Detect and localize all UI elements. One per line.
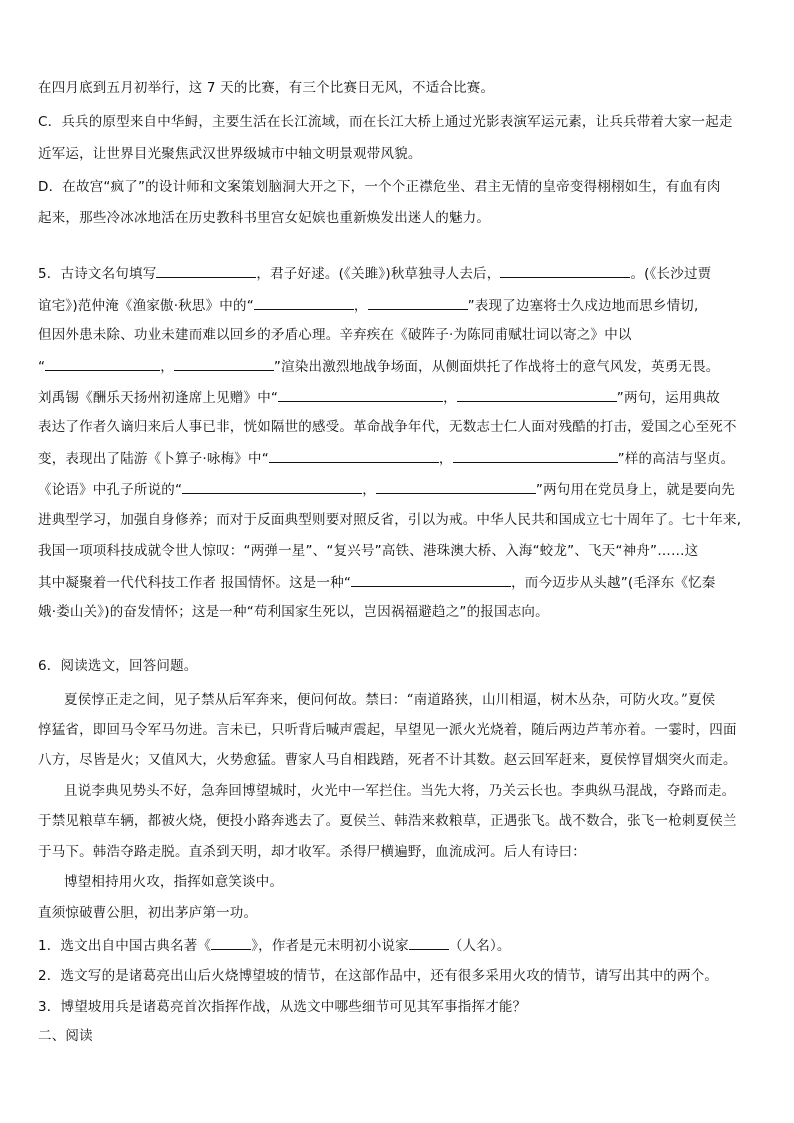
option-c-line-2: 近军运，让世界目光聚焦武汉世界级城市中轴文明景观带风貌。 — [38, 146, 422, 162]
blank[interactable] — [409, 935, 449, 950]
option-d-line-1: D．在故宫“疯了”的设计师和文案策划脑洞大开之下，一个个正襟危坐、君主无情的皇帝变得栩栩如生，有血有肉 — [38, 179, 721, 195]
q6-title: 6．阅读选文，回答问题。 — [38, 658, 198, 674]
q5-line-11: 其中凝聚着一代代科技工作者 报国情怀。这是一种“ ，而今迈步从头越”(毛泽东《忆秦 — [38, 572, 758, 593]
blank[interactable] — [45, 356, 160, 371]
blank[interactable] — [254, 295, 354, 310]
q6-subquestion-2: 2．选文写的是诸葛亮出山后火烧博望坡的情节，在这部作品中，还有很多采用火攻的情节，请写出其中的两个。 — [38, 968, 719, 984]
q5-line-5: 刘禹锡《酬乐天扬州初逢席上见赠》中“ ， ”两句，运用典故 — [38, 387, 758, 408]
q5-line-2: 谊宅》)范仲淹《渔家傲·秋思》中的“ ， ”表现了边塞将士久戍边地而思乡情切, — [38, 295, 758, 316]
option-d-line-2: 起来，那些冷冰冰地活在历史教科书里宫女妃嫔也重新焕发出迷人的魅力。 — [38, 210, 491, 226]
blank[interactable] — [174, 356, 274, 371]
option-c-line-1: C．兵兵的原型来自中华鲟，主要生活在长江流域，而在长江大桥上通过光影表演军运元素，让兵兵带着大家一起走 — [38, 114, 733, 130]
passage-p1-line-3: 八方，尽皆是火；又值风大，火势愈猛。曹家人马自相践踏，死者不计其数。赵云回军赶来，夏侯惇冒烟突火而走。 — [38, 752, 737, 768]
blank[interactable] — [278, 387, 443, 402]
poem-line-2: 直须惊破曹公胆，初出茅庐第一功。 — [38, 905, 258, 921]
blank[interactable] — [457, 387, 617, 402]
passage-p2-line-3: 于马下。韩浩夺路走脱。直杀到天明，却才收军。杀得尸横遍野，血流成河。后人有诗曰： — [38, 844, 586, 860]
prev-question-tail: 在四月底到五月初举行，这 7 天的比赛，有三个比赛日无风，不适合比赛。 — [38, 80, 495, 96]
q6-subquestion-3: 3．博望坡用兵是诸葛亮首次指挥作战，从选文中哪些细节可见其军事指挥才能？ — [38, 999, 527, 1015]
q5-line-6: 表达了作者久谪归来后人事已非，恍如隔世的感受。革命战争年代，无数志士仁人面对残酷的打击，爱国之心至死不 — [38, 419, 737, 435]
q5-line-10: 我国一项项科技成就令世人惊叹：“两弹一星”、“复兴号”高铁、港珠澳大桥、入海“蛟龙”、飞天“神舟”……这 — [38, 543, 699, 559]
q5-line-7: 变，表现出了陆游《卜算子·咏梅》中“ ， ”样的高洁与坚贞。 — [38, 448, 758, 469]
blank[interactable] — [453, 448, 618, 463]
q5-line-12: 娥·娄山关》)的奋发情怀；这是一种“苟利国家生死以，岂因祸福避趋之”的报国志向。 — [38, 604, 549, 620]
q5-line-1: 5．古诗文名句填写 ，君子好逑。(《关雎》)秋草独寻人去后， 。(《长沙过贾 — [38, 263, 758, 284]
blank[interactable] — [351, 572, 511, 587]
q5-line-3: 但因外患未除、功业未建而难以回乡的矛盾心理。辛弃疾在《破阵子·为陈同甫赋壮词以寄之》中以 — [38, 327, 632, 343]
poem-line-1: 博望相持用火攻，指挥如意笑谈中。 — [64, 874, 284, 890]
blank[interactable] — [211, 935, 251, 950]
blank[interactable] — [156, 263, 256, 278]
q5-line-9: 进典型学习，加强自身修养；而对于反面典型则要对照反省，引以为戒。中华人民共和国成立七十周年了。七十年来, — [38, 512, 742, 528]
passage-p1-line-1: 夏侯惇正走之间，见子禁从后军奔来，便问何故。禁曰：“南道路狭，山川相逼，树木丛杂，可防火攻。”夏侯 — [64, 692, 716, 708]
blank[interactable] — [368, 295, 468, 310]
q5-line-4: “ ， ”渲染出激烈地战争场面，从侧面烘托了作战将士的意气风发，英勇无畏。 — [38, 356, 758, 377]
blank[interactable] — [500, 263, 630, 278]
passage-p2-line-1: 且说李典见势头不好，急奔回博望城时，火光中一军拦住。当先大将，乃关云长也。李典纵马混战，夺路而走。 — [64, 783, 736, 799]
passage-p1-line-2: 惇猛省，即回马令军马勿进。言未已，只听背后喊声震起，早望见一派火光烧着，随后两边芦苇亦着。一霎时，四面 — [38, 722, 737, 738]
q5-line-8: 《论语》中孔子所说的“ ， ”两句用在党员身上，就是要向先 — [38, 479, 758, 500]
passage-p2-line-2: 于禁见粮草车辆，都被火烧，便投小路奔逃去了。夏侯兰、韩浩来救粮草，正遇张飞。战不数合，张飞一枪刺夏侯兰 — [38, 813, 737, 829]
blank[interactable] — [269, 448, 439, 463]
q6-subquestion-1: 1．选文出自中国古典名著《 》，作者是元末明初小说家 （人名）。 — [38, 935, 758, 956]
section-heading: 二、阅读 — [38, 1028, 93, 1044]
blank[interactable] — [376, 479, 536, 494]
blank[interactable] — [182, 479, 362, 494]
